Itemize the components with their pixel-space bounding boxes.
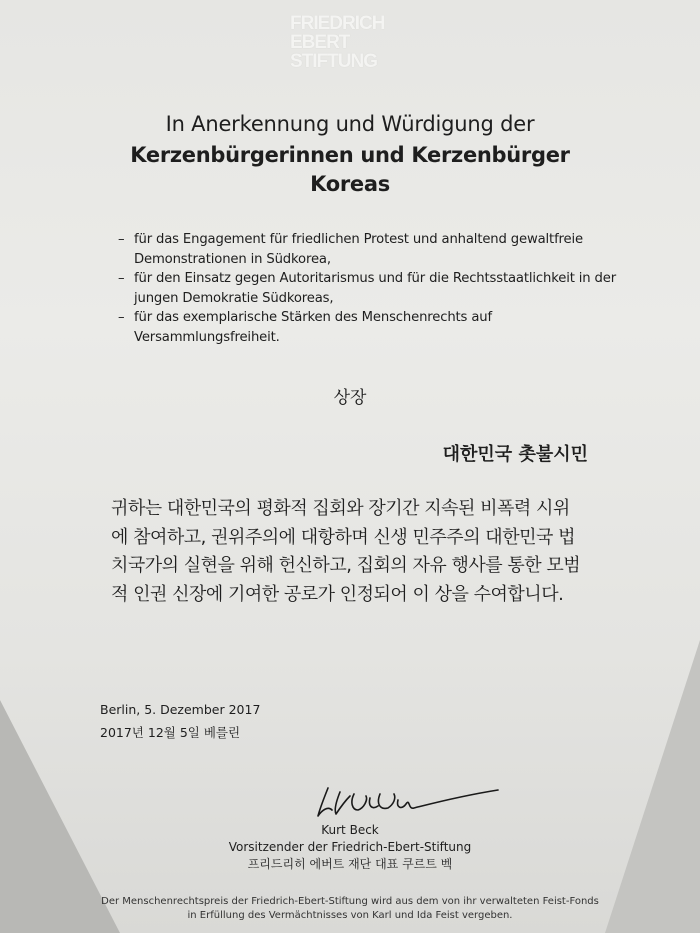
logo-line: FRIEDRICH <box>290 13 385 34</box>
award-citation <box>111 495 601 609</box>
merit-item-line: für den Einsatz gegen Autoritarismus und für die Rechtsstaatlichkeit in der <box>134 271 616 287</box>
citation-line: 에 참여하고, 권위주의에 대항하며 신생 민주주의 대한민국 법 <box>111 526 575 548</box>
merit-item <box>118 269 618 308</box>
heading-honorees-line: Kerzenbürgerinnen und Kerzenbürger <box>130 143 570 167</box>
merit-item-line: jungen Demokratie Südkoreas, <box>134 290 334 306</box>
page-corner-shadow-right <box>605 640 700 933</box>
merit-item <box>118 230 618 269</box>
bullet-dash: – <box>118 271 125 287</box>
citation-line: 귀하는 대한민국의 평화적 집회와 장기간 지속된 비폭력 시위 <box>111 498 570 519</box>
heading-honorees <box>0 141 700 199</box>
merit-item-line: für das Engagement für friedlichen Protest und anhaltend gewaltfreie <box>134 232 583 247</box>
citation-line: 치국가의 실현을 위해 헌신하고, 집회의 자유 행사를 통한 모범 <box>111 555 581 576</box>
heading-intro: In Anerkennung und Würdigung der <box>165 112 535 136</box>
footer-line: in Erfüllung des Vermächtnisses von Karl und Ida Feist vergeben. <box>187 910 513 921</box>
bullet-dash: – <box>118 232 125 247</box>
signatory-block <box>0 822 700 873</box>
citation-line: 적 인권 신장에 기여한 공로가 인정되어 이 상을 수여합니다. <box>111 583 564 605</box>
merit-item-line: Demonstrationen in Südkorea, <box>134 251 331 267</box>
signatory-role-korean: 프리드리히 에버트 재단 대표 쿠르트 벡 <box>247 857 453 871</box>
heading-honorees-line: Koreas <box>310 172 390 196</box>
bullet-dash: – <box>118 310 125 326</box>
date-korean: 2017년 12월 5일 베를린 <box>100 725 241 740</box>
merit-item-line: für das exemplarische Stärken des Menschenrechts auf Versammlungsfreiheit. <box>134 310 492 345</box>
footer-line: Der Menschenrechtspreis der Friedrich-Ebert-Stiftung wird aus dem von ihr verwalteten Feist-Fonds <box>101 896 599 907</box>
award-recipient: 대한민국 촛불시민 <box>442 444 588 465</box>
date-german: Berlin, 5. Dezember 2017 <box>100 702 261 717</box>
foundation-logo <box>290 14 384 71</box>
merit-list <box>118 230 618 348</box>
logo-line: STIFTUNG <box>290 51 377 72</box>
award-title: 상장 <box>333 388 367 408</box>
footer-note <box>0 895 700 923</box>
signatory-name: Kurt Beck <box>321 823 379 837</box>
signatory-role-german: Vorsitzender der Friedrich-Ebert-Stiftung <box>228 840 472 854</box>
merit-item <box>118 308 618 347</box>
handwritten-signature <box>310 780 510 822</box>
logo-line: EBERT <box>290 32 350 53</box>
